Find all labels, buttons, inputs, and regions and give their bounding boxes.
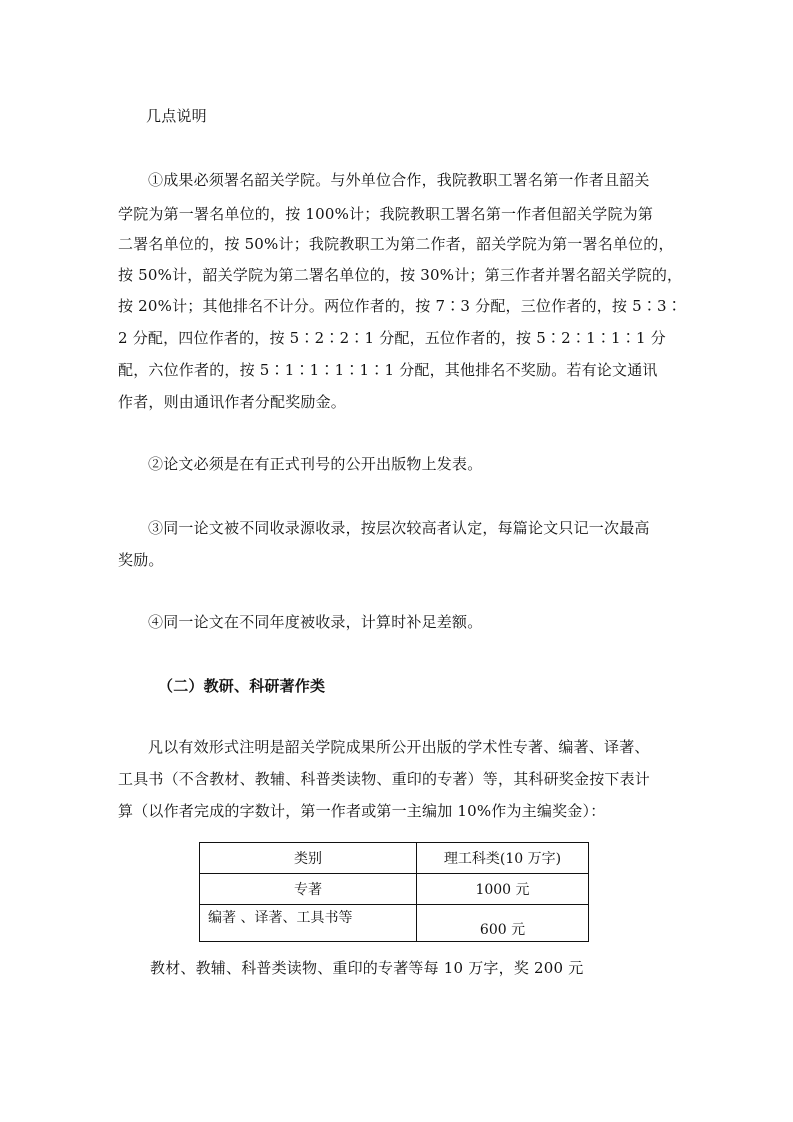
section-text-line: 工具书（不含教材、教辅、科普类读物、重印的专著）等，其科研奖金按下表计	[118, 770, 651, 788]
note1-line: 学院为第一署名单位的，按 100%计；我院教职工署名第一作者但韶关学院为第	[118, 205, 654, 223]
note1-line: 二署名单位的，按 50%计；我院教职工为第二作者，韶关学院为第一署名单位的，	[118, 235, 674, 253]
note1-line: 按 50%计，韶关学院为第二署名单位的，按 30%计；第三作者并署名韶关学院的，	[118, 266, 683, 284]
section-heading: （二）教研、科研著作类	[158, 677, 326, 695]
table-cell: 600 元	[417, 905, 589, 942]
note3-line: ③同一论文被不同收录源收录，按层次较高者认定，每篇论文只记一次最高	[148, 519, 650, 537]
note1-line: 2 分配，四位作者的，按 5∶2∶2∶1 分配，五位作者的，按 5∶2∶1∶1∶1 分	[118, 329, 666, 347]
footer-note: 教材、教辅、科普类读物、重印的专著等每 10 万字，奖 200 元	[150, 959, 584, 977]
table-cell: 专著	[200, 874, 417, 905]
section-text-line: 算（以作者完成的字数计，第一作者或第一主编加 10%作为主编奖金）：	[118, 802, 606, 820]
note2-text: ②论文必须是在有正式刊号的公开出版物上发表。	[148, 455, 483, 473]
award-table	[199, 842, 589, 942]
table-row	[200, 874, 589, 905]
table-cell: 编著 、译著、工具书等	[200, 905, 417, 942]
table-row	[200, 905, 589, 942]
note1-line: 作者，则由通讯作者分配奖励金。	[118, 393, 347, 411]
notes-title: 几点说明	[146, 107, 207, 125]
section-text-line: 凡以有效形式注明是韶关学院成果所公开出版的学术性专著、编著、译著、	[148, 738, 650, 756]
table-header-cell: 类别	[200, 843, 417, 874]
note3-line: 奖励。	[118, 551, 164, 569]
note1-line: 配，六位作者的，按 5∶1∶1∶1∶1∶1 分配，其他排名不奖励。若有论文通讯	[118, 361, 658, 379]
note1-line: ①成果必须署名韶关学院。与外单位合作，我院教职工署名第一作者且韶关	[148, 171, 650, 189]
table-cell: 1000 元	[417, 874, 589, 905]
note4-text: ④同一论文在不同年度被收录，计算时补足差额。	[148, 613, 483, 631]
note1-line: 按 20%计；其他排名不计分。两位作者的，按 7∶3 分配，三位作者的，按 5∶3∶	[118, 297, 682, 315]
table-header-row	[200, 843, 589, 874]
table-header-cell: 理工科类(10 万字)	[417, 843, 589, 874]
